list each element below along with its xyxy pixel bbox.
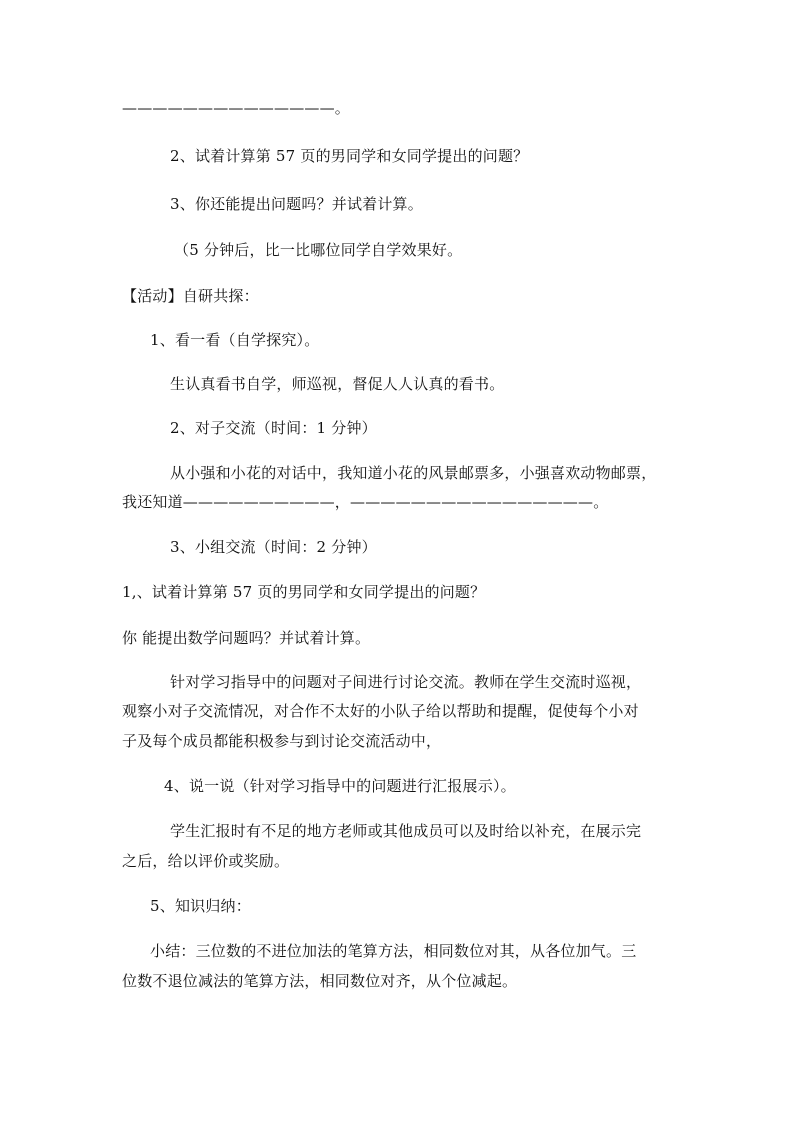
group-question-2: 你 能提出数学问题吗？并试着计算。 [122, 629, 371, 647]
timing-note-text: （5 分钟后，比一比哪位同学自学效果好。 [174, 241, 463, 259]
step-3-heading: 3、小组交流（时间：2 分钟） [170, 538, 377, 556]
step-2-heading: 2、对子交流（时间：1 分钟） [170, 419, 377, 437]
activity-heading: 【活动】自研共探： [122, 287, 259, 305]
step-4-heading: 4、说一说（针对学习指导中的问题进行汇报展示）。 [164, 777, 516, 795]
discussion-paragraph-line-3: 子及每个成员都能积极参与到讨论交流活动中， [122, 732, 442, 750]
report-paragraph-line-2: 之后，给以评价或奖励。 [122, 852, 290, 870]
dialogue-paragraph-line-2: 我还知道——————————，————————————————。 [122, 493, 609, 511]
summary-paragraph-line-1: 小结：三位数的不进位加法的笔算方法，相同数位对其，从各位加气。三 [150, 942, 637, 960]
blank-fill-line: ——————————————。 [122, 99, 351, 117]
question-3-text: 3、你还能提出问题吗？并试着计算。 [170, 195, 423, 213]
step-1-description: 生认真看书自学，师巡视，督促人人认真的看书。 [170, 375, 505, 393]
discussion-paragraph-line-1: 针对学习指导中的问题对子间进行讨论交流。教师在学生交流时巡视， [170, 673, 642, 691]
report-paragraph-line-1: 学生汇报时有不足的地方老师或其他成员可以及时给以补充，在展示完 [170, 822, 642, 840]
dialogue-paragraph-line-1: 从小强和小花的对话中，我知道小花的风景邮票多，小强喜欢动物邮票， [170, 464, 657, 482]
group-question-1: 1,、试着计算第 57 页的男同学和女同学提出的问题？ [122, 583, 486, 601]
discussion-paragraph-line-2: 观察小对子交流情况，对合作不太好的小队子给以帮助和提醒，促使每个小对 [122, 702, 639, 720]
summary-paragraph-line-2: 位数不退位减法的笔算方法，相同数位对齐，从个位减起。 [122, 972, 518, 990]
step-1-heading: 1、看一看（自学探究）。 [150, 331, 320, 349]
question-2-text: 2、试着计算第 57 页的男同学和女同学提出的问题？ [170, 147, 529, 165]
step-5-heading: 5、知识归纳： [150, 897, 251, 915]
